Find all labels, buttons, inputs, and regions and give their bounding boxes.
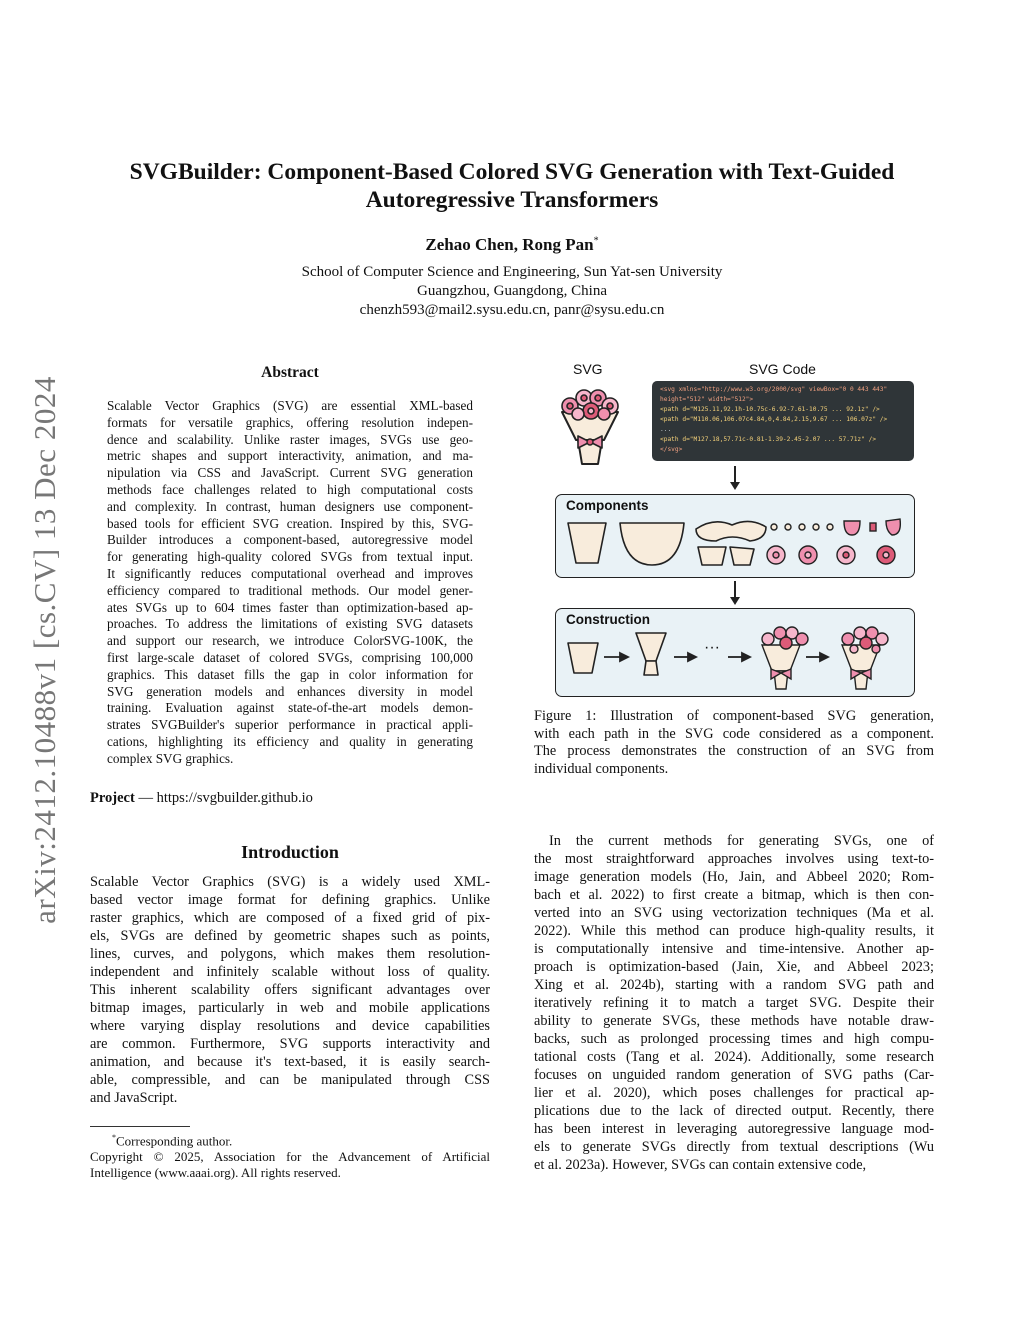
- text-line: where varying display resolutions and device capabilities: [90, 1018, 490, 1034]
- right-column-body: [534, 832, 934, 1174]
- text-line: Xing et al. 2024b), starting with a random SVG path and: [534, 977, 934, 993]
- abstract-body: [107, 398, 473, 768]
- text-line: ability to generate SVGs, these methods have notable draw-: [534, 1013, 934, 1029]
- text-line: lier et al. 2020), which poses challenges for practical ap-: [534, 1085, 934, 1101]
- text-line: 2022). While this method can produce high-quality results, it: [534, 923, 934, 939]
- text-line: dence and scalability. Unlike raster images, SVGs use geo-: [107, 431, 473, 447]
- text-line: graphics. This dataset fills the gap in color information for: [107, 666, 473, 682]
- author-mark: *: [593, 235, 599, 247]
- text-line: bitmap images, particularly in web and mobile applications: [90, 1000, 490, 1016]
- text-line: The process demonstrates the construction of an SVG from: [534, 743, 934, 759]
- arxiv-identifier: arXiv:2412.10488v1 [cs.CV] 13 Dec 2024: [27, 376, 62, 924]
- code-line-1: <svg xmlns="http://www.w3.org/2000/svg" viewBox="0 0 443 443": [660, 386, 888, 393]
- project-line: [90, 790, 313, 807]
- text-line: individual components.: [534, 760, 669, 777]
- text-line: plications due to the lack of directed output. Recently, there: [534, 1103, 934, 1119]
- text-line: able, compressible, and can be manipulated through CSS: [90, 1072, 490, 1088]
- text-line: Scalable Vector Graphics (SVG) is a widely used XML-: [90, 874, 490, 890]
- text-line: has been interest in leveraging autoregressive language mod-: [534, 1121, 934, 1137]
- footnote: [90, 1130, 490, 1181]
- construction-ellipsis: ···: [704, 639, 720, 656]
- text-line: SVG generation models and enhances diversity in model: [107, 683, 473, 699]
- text-line: with each path in the SVG code considered as a component.: [534, 725, 934, 742]
- code-line-5: ...: [660, 426, 672, 433]
- text-line: and complexity. In contrast, human designers use component-: [107, 498, 473, 514]
- construction-steps: [556, 609, 914, 696]
- text-line: for generating high-quality colored SVGs from textual input.: [107, 549, 473, 565]
- copyright-line-1: Copyright © 2025, Association for the Advancement of Artificial: [90, 1149, 490, 1165]
- introduction-heading: Introduction: [241, 842, 339, 862]
- text-line: first large-scale dataset of colored SVGs, comprising 100,000: [107, 649, 473, 665]
- figure-svg-label: SVG: [573, 361, 603, 377]
- code-line-3: <path d="M125.11,92.1h-10.75c-6.92-7.61-10.75 ... 92.1z" />: [660, 406, 880, 413]
- text-line: formats for versatile graphics, offering resolution indepen-: [107, 414, 473, 430]
- text-line: els, SVGs are defined by geometric shapes such as points,: [90, 928, 490, 944]
- author-emails[interactable]: chenzh593@mail2.sysu.edu.cn, panr@sysu.edu.cn: [359, 302, 665, 318]
- text-line: are common. Furthermore, SVG supports interactivity and: [90, 1036, 490, 1052]
- text-line: This inherent scalability offers significant advantages over: [90, 982, 490, 998]
- text-line: It significantly reduces computational overhead and improves: [107, 565, 473, 581]
- text-line: tational costs (Tang et al. 2024). Additionally, some research: [534, 1049, 934, 1065]
- footnote-rule: [90, 1126, 190, 1127]
- arrow-down-icon: [727, 466, 743, 492]
- text-line: and JavaScript.: [90, 1090, 178, 1106]
- title-line-1: SVGBuilder: Component-Based Colored SVG Generation with Text-Guided: [129, 159, 895, 185]
- affiliation-2: Guangzhou, Guangdong, China: [417, 283, 607, 299]
- components-shapes: [556, 495, 914, 577]
- components-panel: [555, 494, 915, 578]
- author-names: Zehao Chen, Rong Pan: [425, 235, 594, 254]
- authors: [90, 235, 934, 255]
- project-label: Project: [90, 790, 135, 806]
- text-line: proach is optimization-based (Jain, Xie, and Abbeel 2023;: [534, 959, 934, 975]
- text-line: Builder introduces a component-based, autoregressive model: [107, 532, 473, 548]
- code-line-2: height="512" width="512">: [660, 396, 754, 403]
- title-line-2: Autoregressive Transformers: [365, 187, 659, 213]
- svg-code-box: [652, 381, 914, 461]
- text-line: proaches. To address the limitations of existing SVG datasets: [107, 616, 473, 632]
- construction-panel: [555, 608, 915, 697]
- components-label: Components: [566, 498, 649, 513]
- text-line: verted into an SVG using vectorization techniques (Ma et al.: [534, 905, 934, 921]
- project-sep: —: [134, 790, 157, 806]
- text-line: Scalable Vector Graphics (SVG) are essential XML-based: [107, 398, 473, 413]
- figure-caption: [534, 708, 934, 778]
- code-line-6: <path d="M127.18,57.71c-0.81-1.39-2.45-2.07 ... 57.71z" />: [660, 436, 877, 443]
- corresponding-note: [90, 1130, 490, 1149]
- text-line: independent and infinitely scalable without loss of quality.: [90, 964, 490, 980]
- corresponding-text: Corresponding author.: [116, 1133, 233, 1149]
- code-line-4: <path d="M110.06,106.07c4.84,0,4.84,2.15,9.67 ... 106.07z" />: [660, 416, 888, 423]
- text-line: lines, curves, and polygons, which makes them resolution-: [90, 946, 490, 962]
- text-line: based vector image format for defining graphics. Unlike: [90, 892, 490, 908]
- abstract-heading: Abstract: [261, 364, 319, 381]
- text-line: is computationally intensive and time-intensive. Another ap-: [534, 941, 934, 957]
- text-line: bach et al. 2022) to first create a bitmap, which is then con-: [534, 887, 934, 903]
- figure-code-label: SVG Code: [749, 361, 816, 377]
- text-line: methods face challenges related to high computational costs: [107, 481, 473, 497]
- footnote-mark: *: [112, 1133, 116, 1142]
- text-line: metric shapes and support interactivity, animation, and ma-: [107, 448, 473, 464]
- affiliation-1: School of Computer Science and Engineering, Sun Yat-sen University: [301, 264, 723, 280]
- paper-title: [90, 158, 934, 214]
- copyright-line-2: Intelligence (www.aaai.org). All rights reserved.: [90, 1165, 341, 1181]
- text-line: backs, such as prolonged processing times and high compu-: [534, 1031, 934, 1047]
- text-line: cations, highlighting its efficiency and quality in generating: [107, 733, 473, 749]
- text-line: the most straightforward approaches involves using text-to-: [534, 851, 934, 867]
- text-line: training. Evaluation against state-of-the-art models demon-: [107, 700, 473, 716]
- text-line: et al. 2023a). However, SVGs can contain extensive code,: [534, 1157, 867, 1173]
- text-line: based tools for efficient SVG creation. Inspired by this, SVG-: [107, 515, 473, 531]
- text-line: nipulation via CSS and JavaScript. Current SVG generation: [107, 465, 473, 481]
- project-link[interactable]: https://svgbuilder.github.io: [156, 790, 313, 806]
- text-line: strates SVGBuilder's superior performance in practical appli-: [107, 717, 473, 733]
- text-line: efficiency compared to traditional methods. Our model gener-: [107, 582, 473, 598]
- text-line: complex SVG graphics.: [107, 750, 234, 766]
- text-line: Figure 1: Illustration of component-based SVG generation,: [534, 708, 934, 724]
- arrow-down-icon: [727, 581, 743, 607]
- construction-label: Construction: [566, 612, 650, 627]
- text-line: and support our research, we introduce ColorSVG-100K, the: [107, 633, 473, 649]
- introduction-body: [90, 873, 490, 1107]
- text-line: animation, and because it's text-based, it is easily search-: [90, 1054, 490, 1070]
- text-line: In the current methods for generating SVGs, one of: [549, 833, 934, 849]
- code-line-7: </svg>: [660, 446, 683, 453]
- text-line: iteratively refining it to match a target SVG. Despite their: [534, 995, 934, 1011]
- text-line: image generation models (Ho, Jain, and Abbeel 2020; Rom-: [534, 869, 934, 885]
- text-line: ates SVGs up to 604 times faster than optimization-based ap-: [107, 599, 473, 615]
- text-line: focuses on unguided random generation of SVG paths (Car-: [534, 1067, 934, 1083]
- text-line: els to generate SVGs directly from textual descriptions (Wu: [534, 1139, 934, 1155]
- bouquet-illustration: [548, 378, 632, 468]
- text-line: raster graphics, which are composed of a fixed grid of pix-: [90, 910, 490, 926]
